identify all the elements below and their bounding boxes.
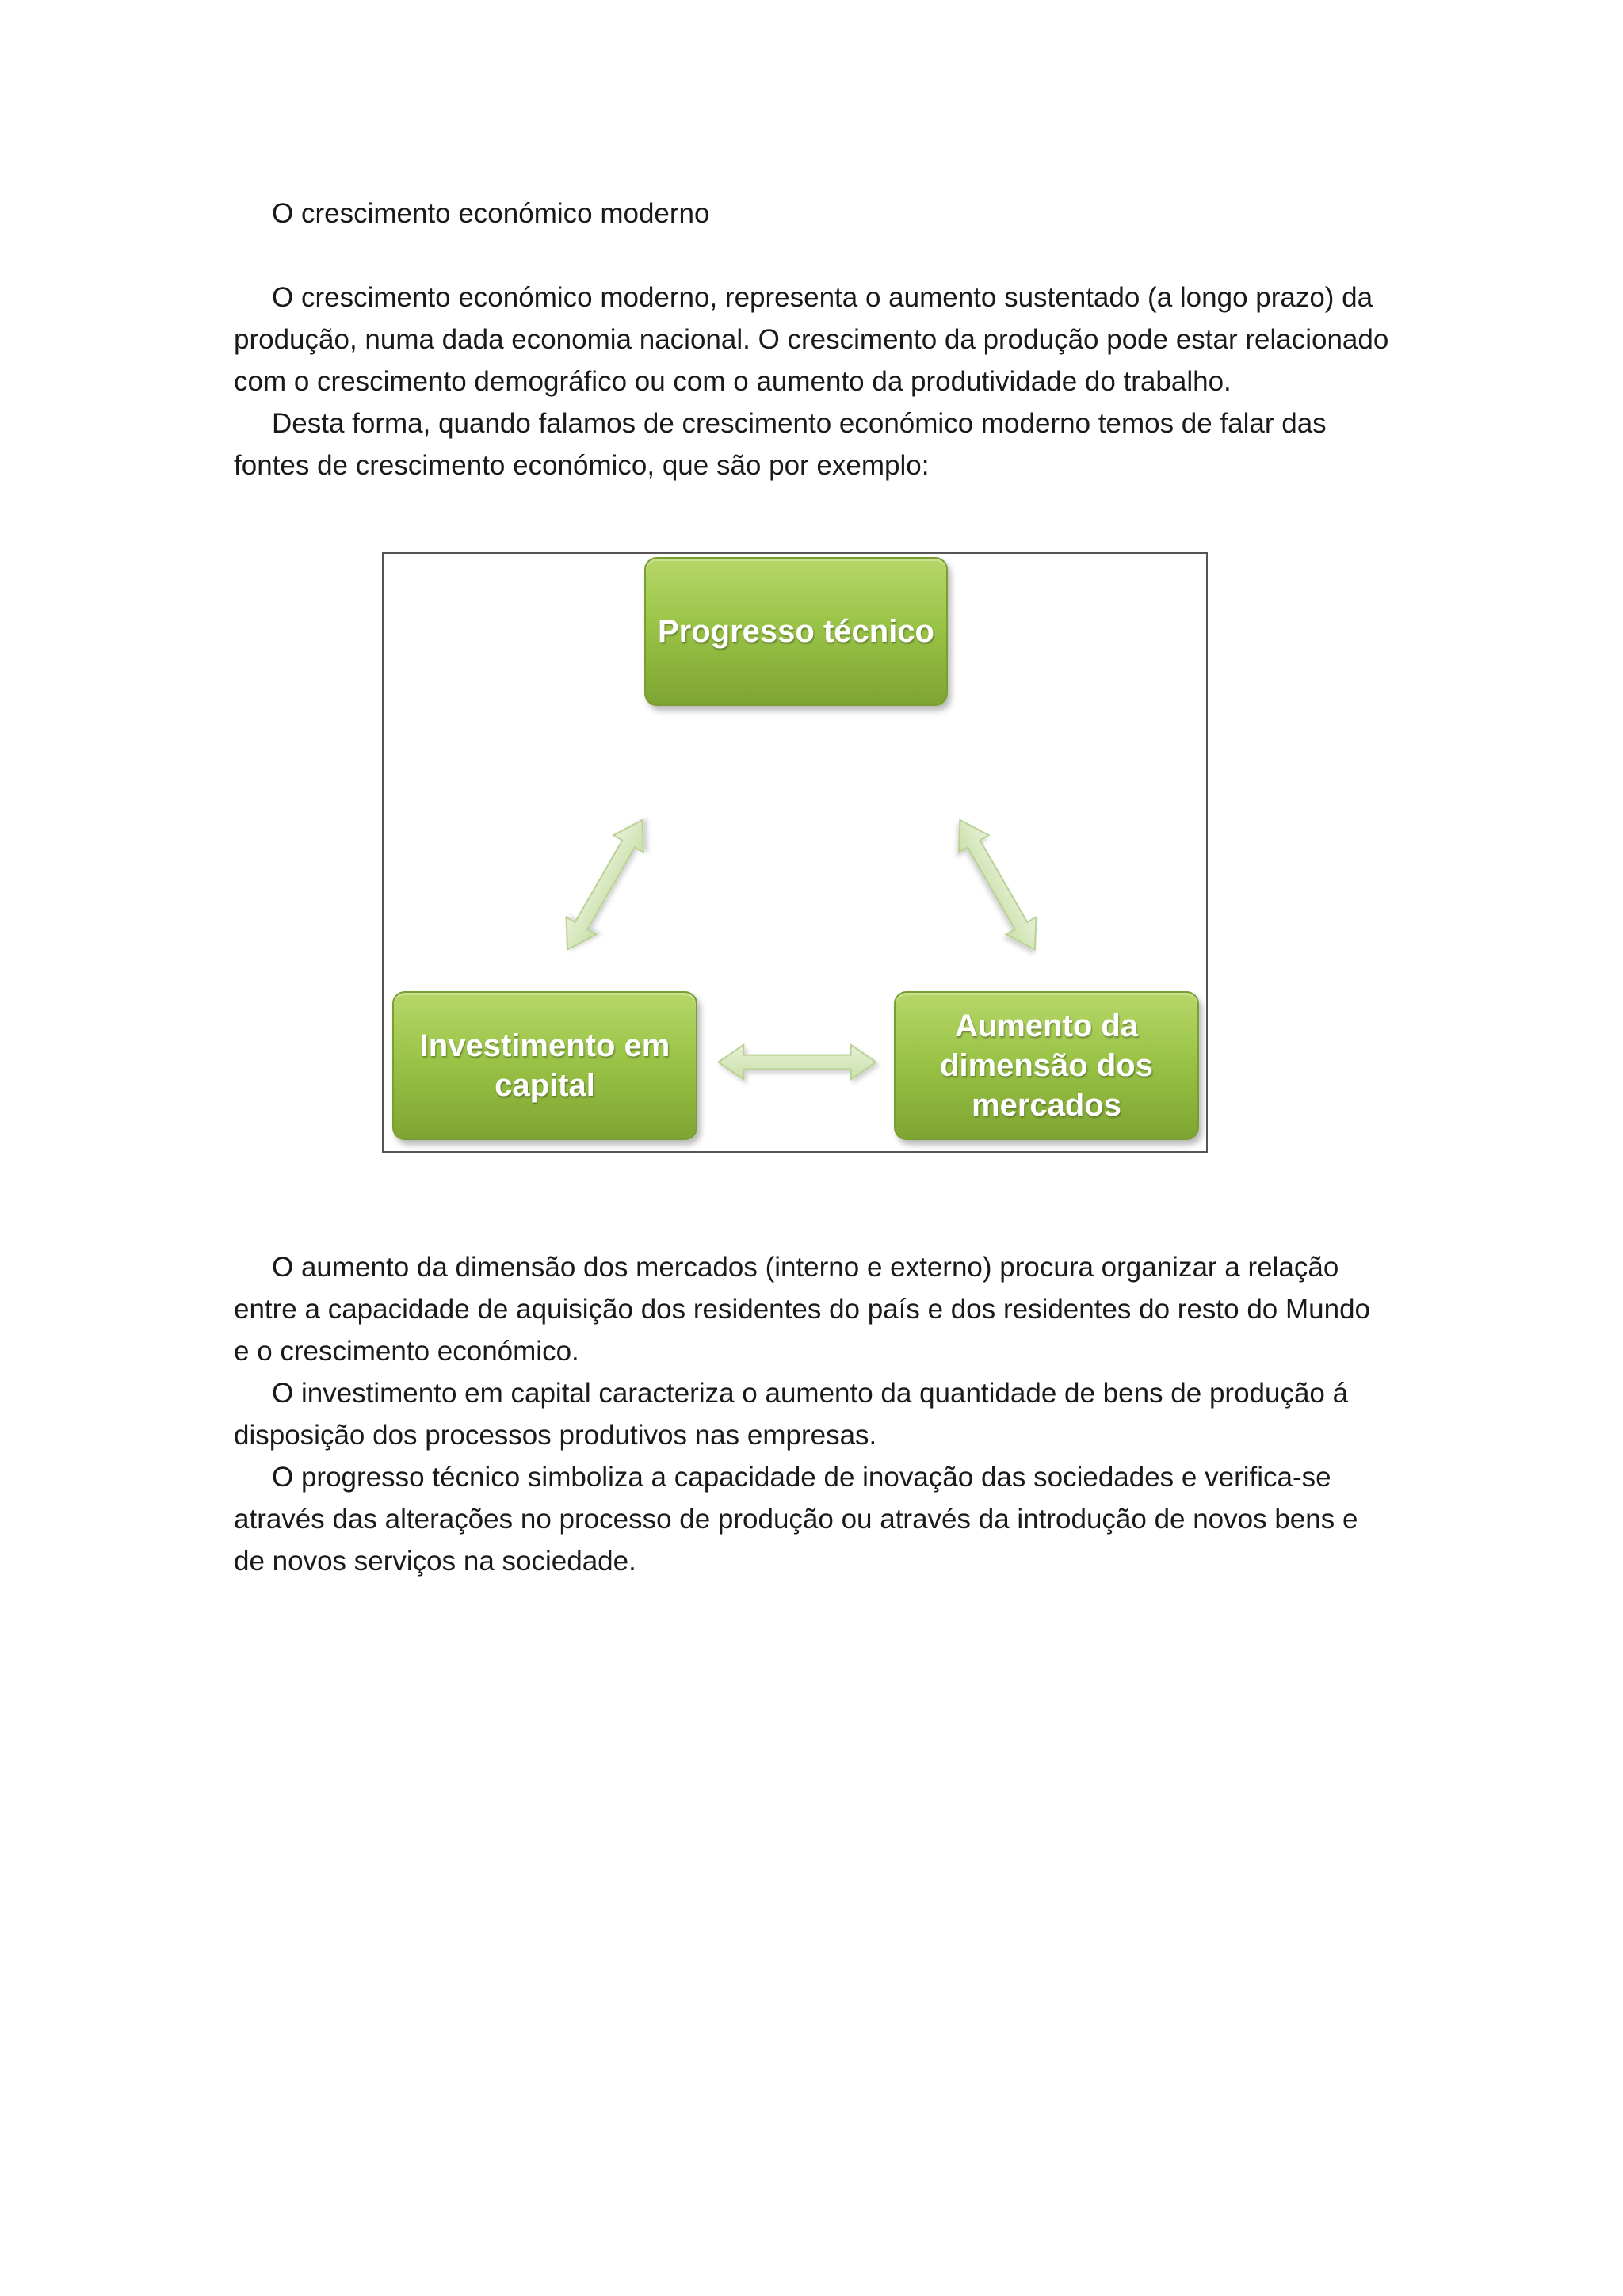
explanation-block bbox=[234, 1246, 1391, 1582]
node-investimento-capital-label: Investimento em capital bbox=[419, 1028, 670, 1103]
explanation-paragraph-1: O aumento da dimensão dos mercados (interno e externo) procura organizar a relação entre a capacidade de aquisição dos residentes do país e dos residentes do resto do Mundo e o crescimento económico. bbox=[234, 1252, 1371, 1367]
arrow-right-diagonal bbox=[945, 811, 1049, 959]
explanation-paragraph-2: O investimento em capital caracteriza o aumento da quantidade de bens de produção á disposição dos processos produtivos nas empresas. bbox=[234, 1378, 1349, 1451]
node-investimento-capital bbox=[392, 991, 697, 1140]
growth-sources-diagram bbox=[382, 552, 1208, 1153]
node-progresso-tecnico bbox=[644, 557, 948, 706]
intro-paragraph-2: Desta forma, quando falamos de crescimento económico moderno temos de falar das fontes de crescimento económico, que são por exemplo: bbox=[234, 408, 1327, 481]
arrow-left-diagonal bbox=[552, 811, 657, 959]
node-dimensao-mercados bbox=[894, 991, 1199, 1140]
heading-block bbox=[234, 193, 1391, 235]
intro-paragraph-1: O crescimento económico moderno, representa o aumento sustentado (a longo prazo) da produção, numa dada economia nacional. O crescimento da produção pode estar relacionado com o crescimento demográfico ou com o aumento da produtividade do trabalho. bbox=[234, 282, 1389, 397]
explanation-paragraph-3: O progresso técnico simboliza a capacidade de inovação das sociedades e verifica-se através das alterações no processo de produção ou através da introdução de novos bens e de novos serviços na sociedade. bbox=[234, 1462, 1358, 1577]
node-dimensao-mercados-label: Aumento da dimensão dos mercados bbox=[940, 1009, 1153, 1123]
intro-block bbox=[234, 277, 1391, 486]
section-heading: O crescimento económico moderno bbox=[272, 198, 710, 229]
arrow-bottom-horizontal bbox=[719, 1045, 876, 1080]
node-progresso-tecnico-label: Progresso técnico bbox=[657, 614, 934, 649]
